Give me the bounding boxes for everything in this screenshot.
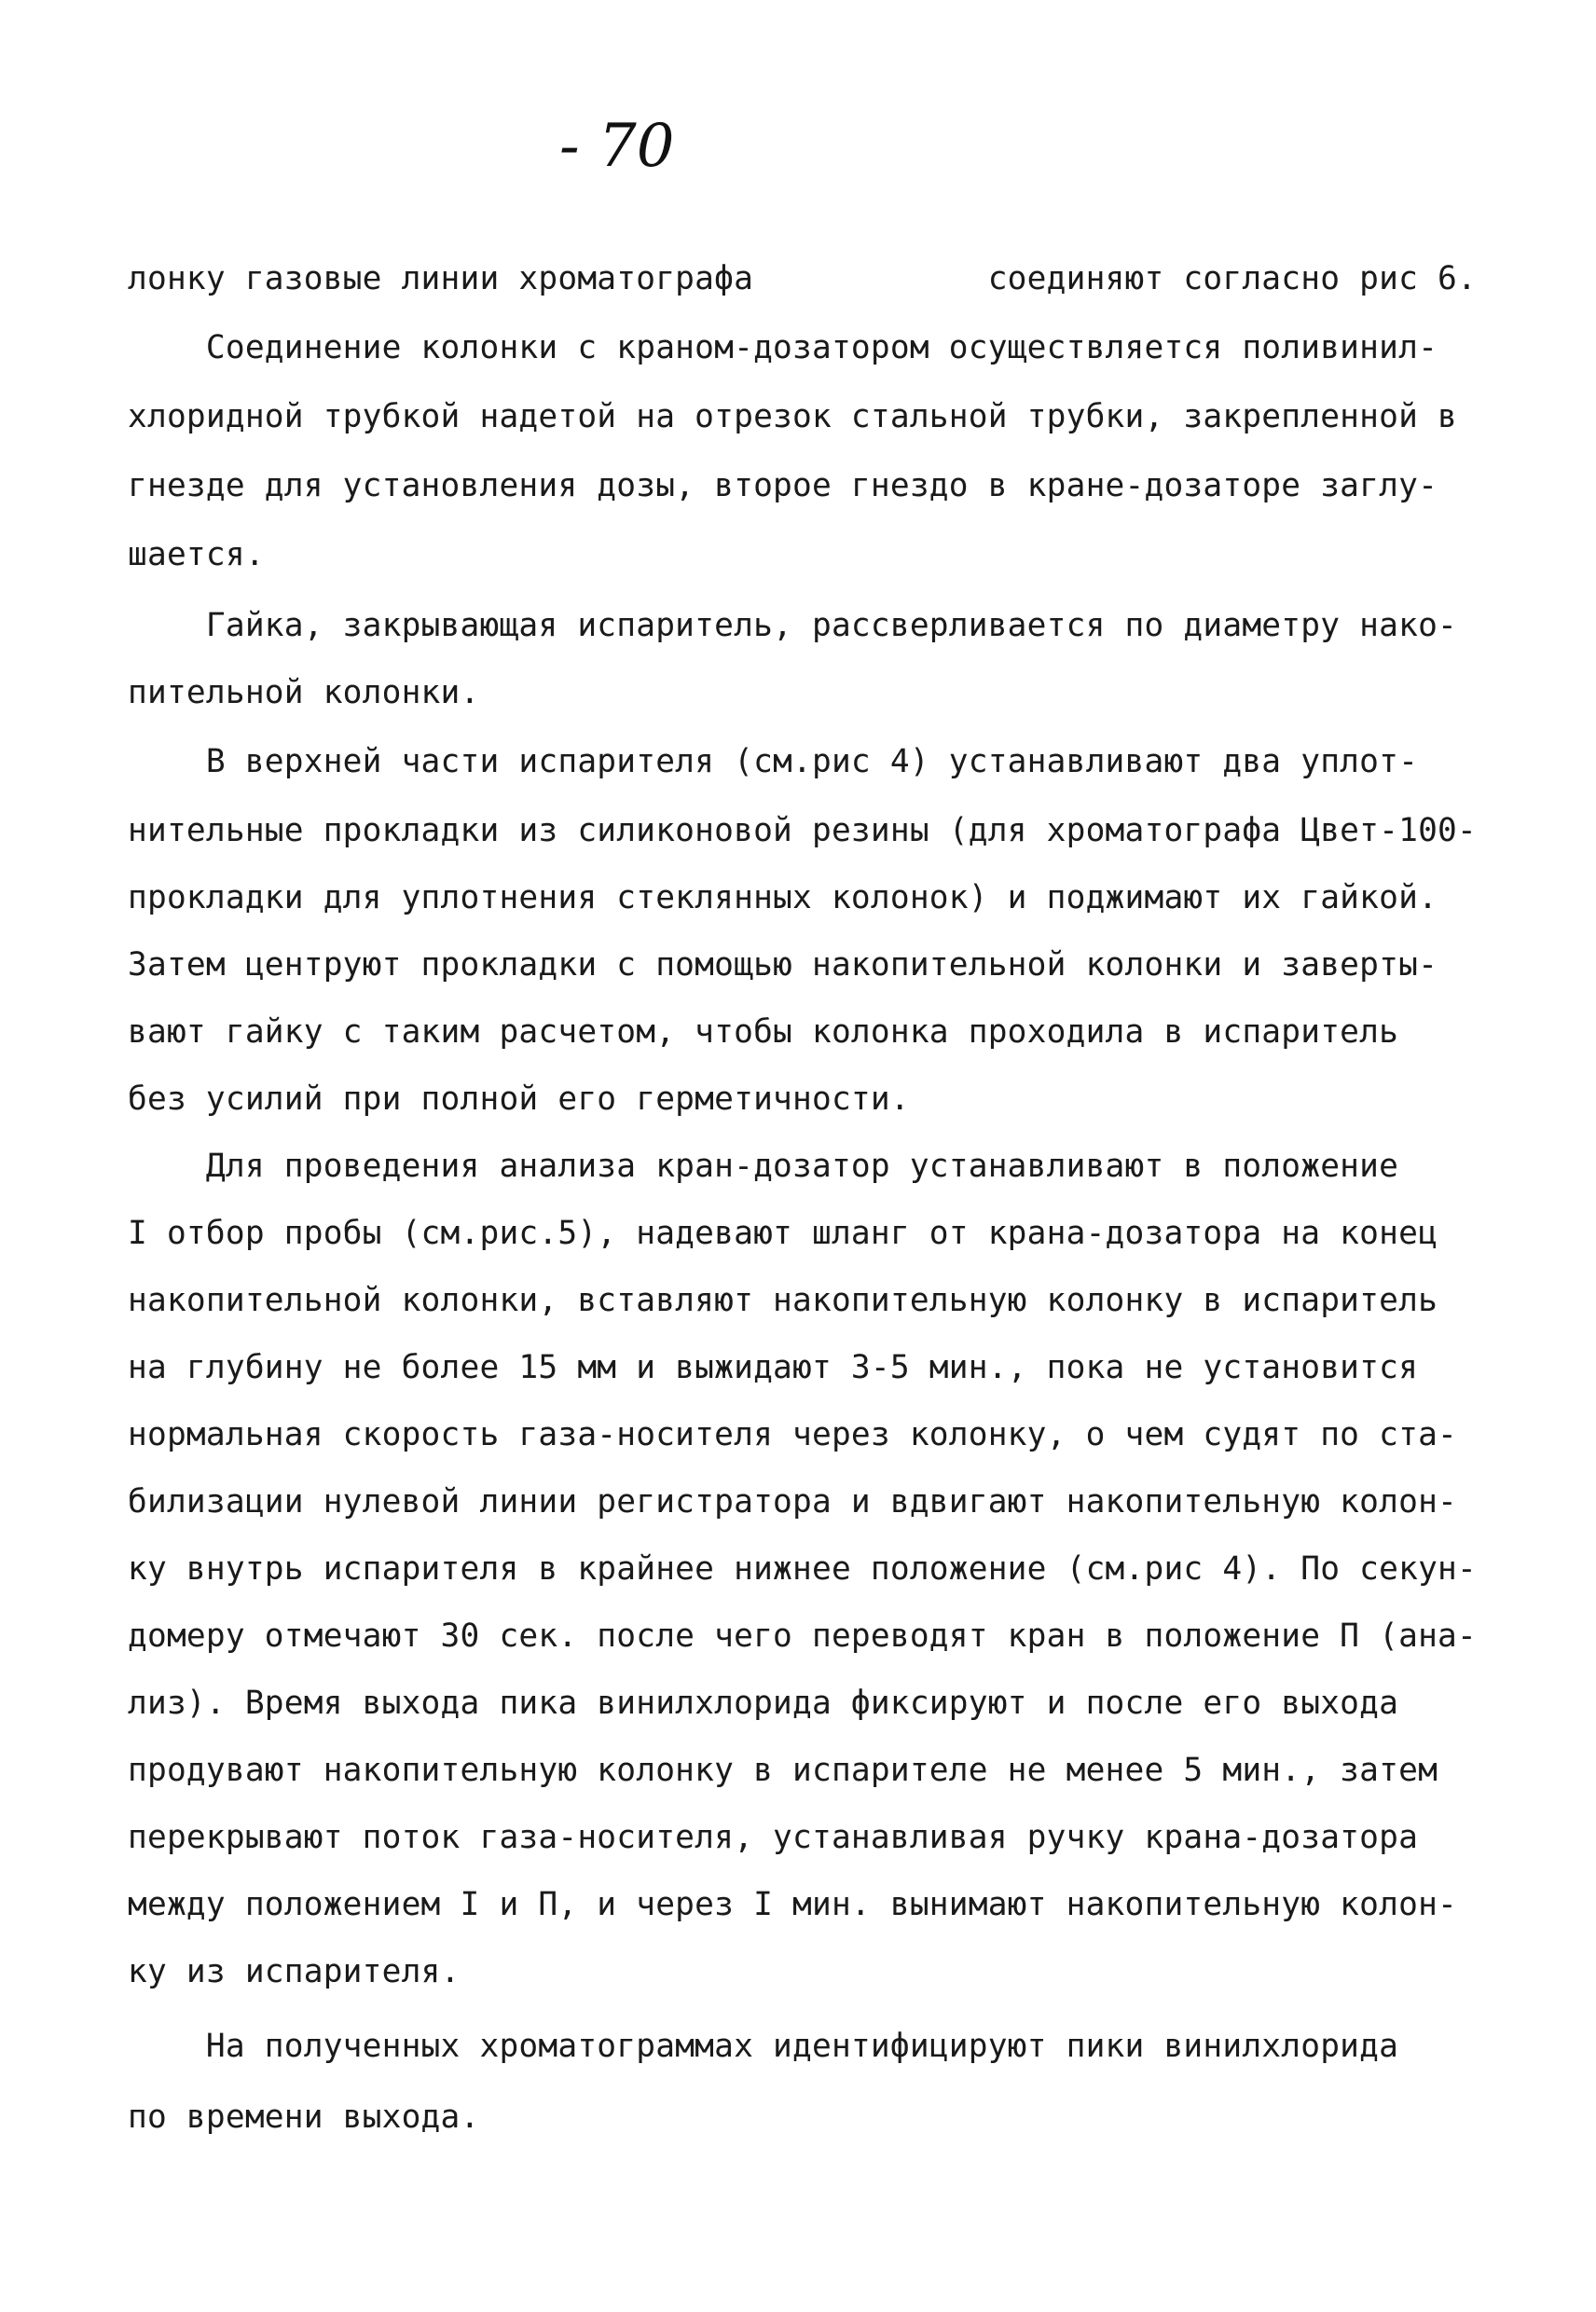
text-line: вают гайку с таким расчетом, чтобы колонка проходила в испаритель [128, 1013, 1399, 1051]
text-line: на глубину не более 15 мм и выжидают 3-5 мин., пока не установится [128, 1349, 1419, 1386]
text-line: нормальная скорость газа-носителя через колонку, о чем судят по ста- [128, 1416, 1458, 1453]
text-line: накопительной колонки, вставляют накопительную колонку в испаритель [128, 1282, 1438, 1319]
text-line: Затем центруют прокладки с помощью накопительной колонки и заверты- [128, 946, 1438, 984]
text-line: без усилий при полной его герметичности. [128, 1080, 910, 1118]
text-line: билизации нулевой линии регистратора и вдвигают накопительную колон- [128, 1483, 1458, 1521]
text-line: продувают накопительную колонку в испарителе не менее 5 мин., затем [128, 1752, 1438, 1789]
text-line: ку из испарителя. [128, 1953, 461, 1990]
text-line: гнезде для установления дозы, второе гнездо в кране-дозаторе заглу- [128, 467, 1438, 504]
text-line: перекрывают поток газа-носителя, устанавливая ручку крана-дозатора [128, 1819, 1419, 1856]
text-line: шается. [128, 536, 265, 573]
text-line: лиз). Время выхода пика винилхлорида фиксируют и после его выхода [128, 1685, 1399, 1722]
text-line: Для проведения анализа кран-дозатор устанавливают в положение [128, 1148, 1399, 1185]
text-line: лонку газовые линии хроматографа соединяют согласно рис 6. [128, 260, 1477, 297]
text-line: нительные прокладки из силиконовой резины (для хроматографа Цвет-100- [128, 812, 1477, 849]
text-line: по времени выхода. [128, 2099, 480, 2136]
text-line: домеру отмечают 30 сек. после чего переводят кран в положение П (ана- [128, 1617, 1477, 1655]
text-line: ку внутрь испарителя в крайнее нижнее положение (см.рис 4). По секун- [128, 1550, 1477, 1588]
text-line: I отбор пробы (см.рис.5), надевают шланг от крана-дозатора на конец [128, 1215, 1438, 1252]
text-line: прокладки для уплотнения стеклянных колонок) и поджимают их гайкой. [128, 879, 1438, 916]
page-number: - 70 [559, 112, 675, 181]
text-line: В верхней части испарителя (см.рис 4) устанавливают два уплот- [128, 743, 1419, 780]
text-line: между положением I и П, и через I мин. вынимают накопительную колон- [128, 1886, 1458, 1923]
text-line: Гайка, закрывающая испаритель, рассверливается по диаметру нако- [128, 607, 1458, 644]
text-line: хлоридной трубкой надетой на отрезок стальной трубки, закрепленной в [128, 398, 1458, 435]
text-line: На полученных хроматограммах идентифицируют пики винилхлорида [128, 2028, 1399, 2065]
text-line: пительной колонки. [128, 674, 480, 711]
text-line: Соединение колонки с краном-дозатором осуществляется поливинил- [128, 329, 1438, 366]
